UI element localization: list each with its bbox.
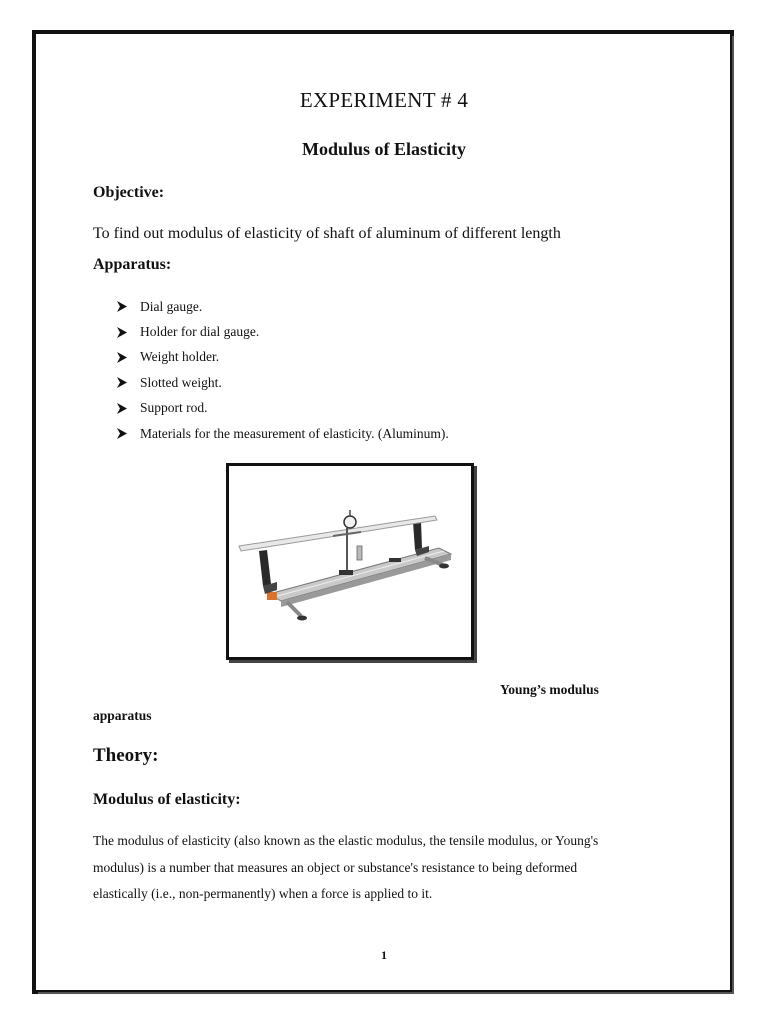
- arrow-bullet-icon: [116, 403, 140, 414]
- list-item: [116, 421, 449, 446]
- paragraph-line: modulus) is a number that measures an object or substance's resistance to being deformed: [93, 859, 578, 875]
- page-subtitle: Modulus of Elasticity: [301, 139, 466, 159]
- list-item: [116, 396, 449, 421]
- arrow-bullet-icon: [116, 428, 140, 439]
- apparatus-item-text: Holder for dial gauge.: [140, 324, 260, 340]
- apparatus-list: [116, 294, 449, 446]
- page-title: EXPERIMENT # 4: [299, 88, 469, 112]
- apparatus-item-text: Dial gauge.: [140, 298, 203, 314]
- paragraph-line: elastically (i.e., non-permanently) when a force is applied to it.: [93, 886, 433, 901]
- list-item: [116, 319, 449, 344]
- modulus-subheading: Modulus of elasticity:: [93, 791, 241, 808]
- arrow-bullet-icon: [116, 377, 140, 388]
- theory-heading: Theory:: [93, 745, 159, 766]
- apparatus-item-text: Materials for the measurement of elasticity. (Aluminum).: [140, 425, 449, 441]
- arrow-bullet-icon: [116, 301, 140, 312]
- list-item: [116, 370, 449, 395]
- apparatus-item-text: Weight holder.: [140, 349, 220, 365]
- figure-caption-line2: apparatus: [93, 708, 152, 723]
- objective-text: To find out modulus of elasticity of shaft of aluminum of different length: [93, 225, 561, 242]
- figure-caption-line1: Young’s modulus: [500, 682, 599, 697]
- youngs-modulus-apparatus-illustration: [229, 466, 471, 657]
- paragraph-line: The modulus of elasticity (also known as the elastic modulus, the tensile modulus, or Young's: [93, 833, 599, 848]
- arrow-bullet-icon: [116, 352, 140, 363]
- list-item: [116, 294, 449, 319]
- arrow-bullet-icon: [116, 327, 140, 338]
- page-number: 1: [381, 948, 387, 962]
- list-item: [116, 345, 449, 370]
- apparatus-item-text: Support rod.: [140, 400, 208, 416]
- apparatus-heading: Apparatus:: [93, 256, 172, 273]
- apparatus-item-text: Slotted weight.: [140, 374, 222, 390]
- apparatus-figure: [226, 463, 474, 660]
- theory-paragraph: [93, 828, 693, 908]
- objective-heading: Objective:: [93, 184, 165, 201]
